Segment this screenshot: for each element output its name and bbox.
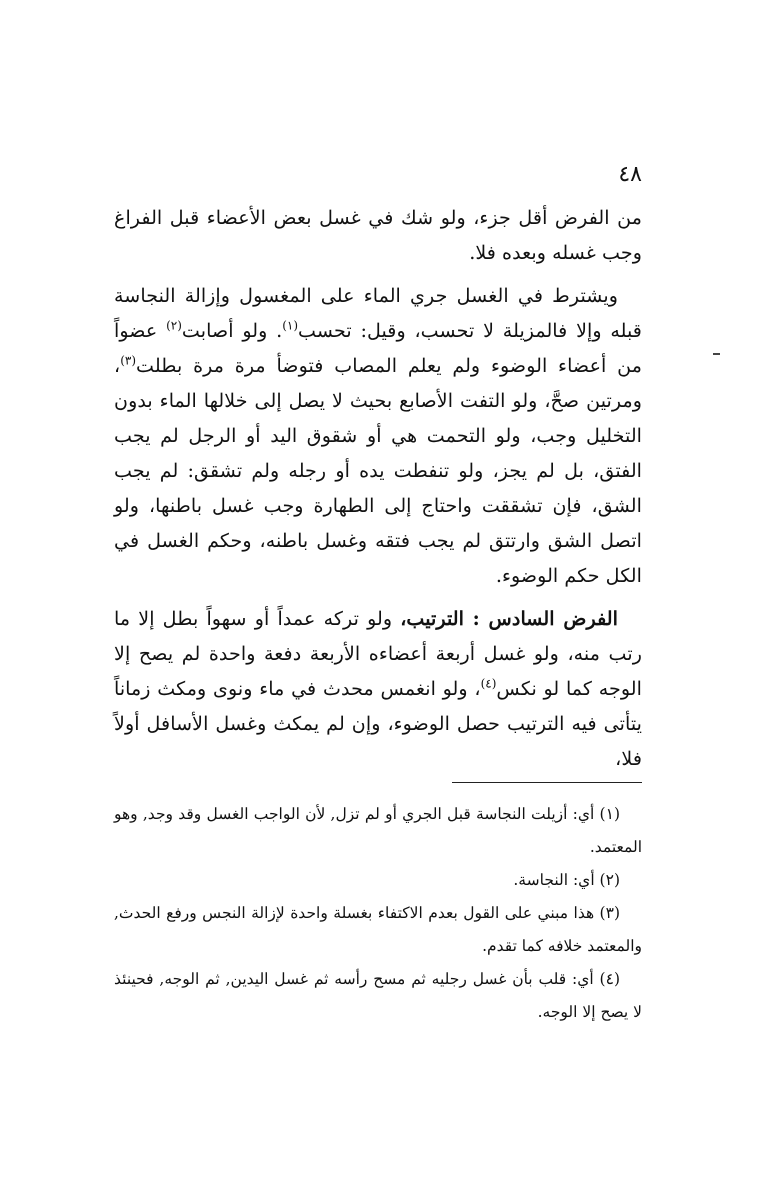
footnote-ref-4: (٤) <box>480 676 497 691</box>
paragraph-2-part-1: ويشترط في الغسل جري الماء على المغسول وإزالة النجاسة قبله وإلا فالمزيلة لا تحسب، وقيل: تحسب <box>114 284 642 342</box>
section-heading: الفرض السادس : الترتيب، <box>400 607 618 630</box>
footnote-3: (٣) هذا مبني على القول بعدم الاكتفاء بغسلة واحدة لإزالة النجس ورفع الحدث, والمعتمد خلافه كما تقدم. <box>114 904 642 955</box>
footnote-ref-2: (٢) <box>166 318 182 333</box>
paragraph-2-part-3: عضواً من أعضاء الوضوء ولم يعلم المصاب فتوضأ مرة مرة بطلت <box>114 319 642 377</box>
footnote-ref-3: (٣) <box>120 353 137 368</box>
paragraph-1: من الفرض أقل جزء، ولو شك في غسل بعض الأعضاء قبل الفراغ وجب غسله وبعده فلا. <box>114 206 642 264</box>
footnote-4: (٤) أي: قلب بأن غسل رجليه ثم مسح رأسه ثم غسل اليدين, ثم الوجه, فحينئذ لا يصح إلا الوجه. <box>114 970 642 1021</box>
footnote-separator <box>452 782 642 783</box>
footnote-2: (٢) أي: النجاسة. <box>513 871 620 889</box>
page-number: ٤٨ <box>618 162 642 187</box>
footnote-1: (١) أي: أزيلت النجاسة قبل الجري أو لم تزل, لأن الواجب الغسل وقد وجد, وهو المعتمد. <box>114 805 642 856</box>
paragraph-2-part-4: ، ومرتين صحَّ، ولو التفت الأصابع بحيث لا يصل إلى خلالها الماء بدون التخليل وجب، ولو التحمت هي أو شقوق اليد أو الرجل لم يجب الفتق، بل لم يجز، ولو تنفطت يده أو رجله ولم تشقق: لم يجب الشق، فإن تشققت واحتاج إلى الطهارة وجب غسل باطنها، ولو اتصل الشق وارتتق لم يجب فتقه وغسل باطنه، وحكم الغسل في الكل حكم الوضوء. <box>114 354 642 587</box>
footnote-ref-1: (١) <box>282 318 299 333</box>
paragraph-3-part-1: ولو تركه عمداً أو سهواً بطل إلا ما رتب منه، ولو غسل أربعة أعضاءه الأربعة دفعة واحدة لم يصح إلا الوجه كما لو نكس <box>114 607 642 700</box>
scan-mark <box>713 353 720 355</box>
main-text <box>114 200 642 784</box>
paragraph-2-part-2: . ولو أصابت <box>181 319 283 342</box>
paragraph-2 <box>114 278 642 593</box>
paragraph-3-part-2: ، ولو انغمس محدث في ماء ونوى ومكث زماناً يتأتى فيه الترتيب حصل الوضوء، وإن لم يمكث وغسل الأسافل أولاً فلا، <box>114 677 642 770</box>
footnotes <box>114 798 642 1029</box>
paragraph-3 <box>114 601 642 776</box>
